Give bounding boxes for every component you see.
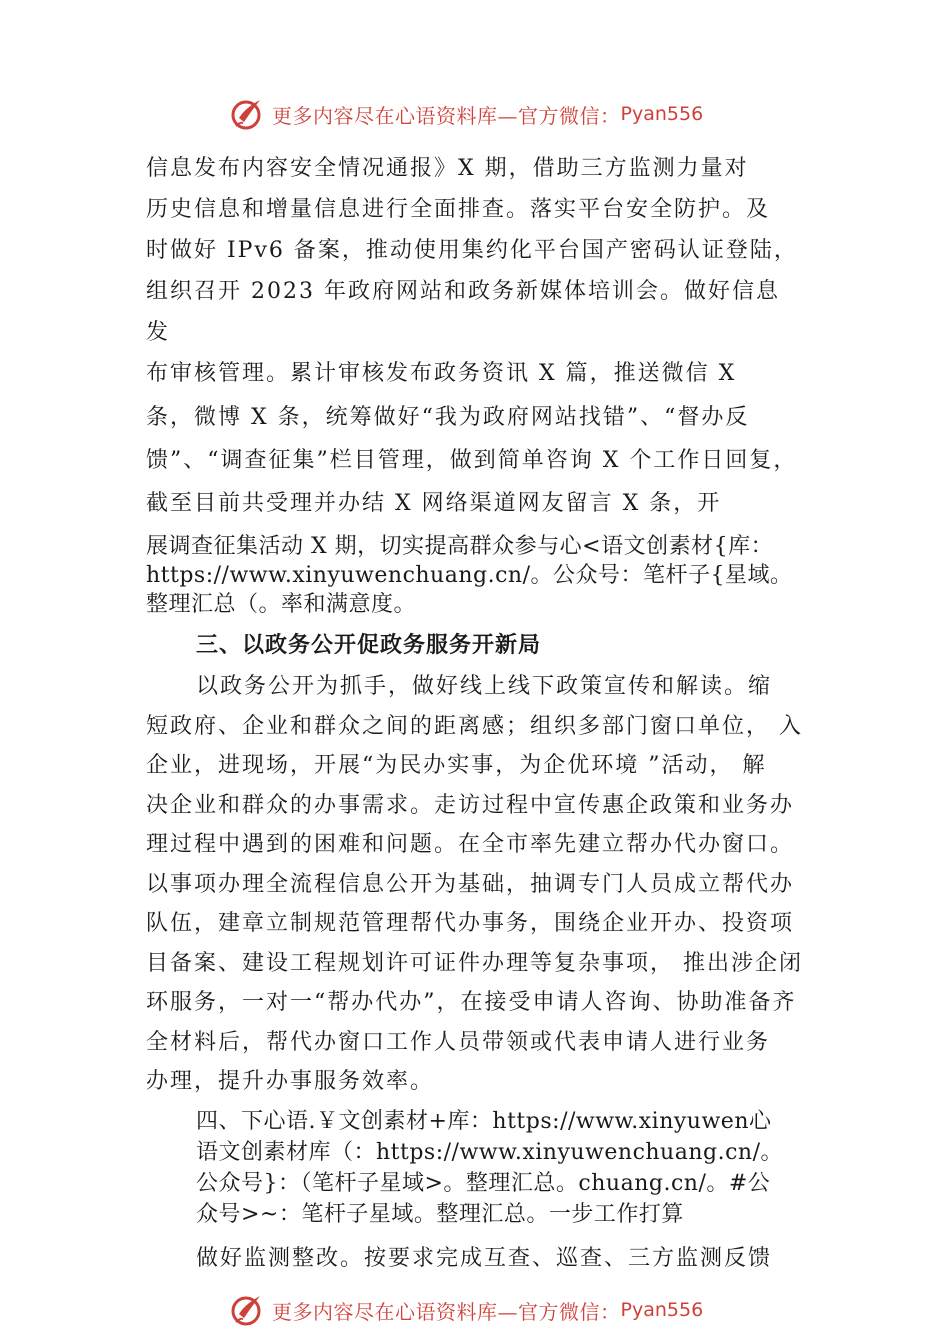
text-line: 以事项办理全流程信息公开为基础，抽调专门人员成立帮代办 <box>146 872 795 897</box>
text-line: 整理汇总（。率和满意度。 <box>146 592 417 617</box>
text-line: 展调查征集活动 X 期，切实提高群众参与心<语文创素材{库： <box>146 534 774 559</box>
text-line: 布审核管理。累计审核发布政务资讯 X 篇，推送微信 X <box>146 361 737 386</box>
text-line: 历史信息和增量信息进行全面排查。落实平台安全防护。及 <box>146 197 771 222</box>
text-line: https://www.xinyuwenchuang.cn/。公众号：笔杆子{星域。 <box>146 563 793 588</box>
text-line: 决企业和群众的办事需求。走访过程中宣传惠企政策和业务办 <box>146 793 795 818</box>
text-line: 环服务，一对一“帮办代办”，在接受申请人咨询、协助准备齐 <box>146 990 797 1015</box>
header-banner <box>230 94 750 134</box>
text-line: 信息发布内容安全情况通报》X 期，借助三方监测力量对 <box>146 156 749 181</box>
text-line: 组织召开 2023 年政府网站和政务新媒体培训会。做好信息 <box>146 279 780 304</box>
section-heading: 三、以政务公开促政务服务开新局 <box>196 633 542 658</box>
text-line: 截至目前共受理并办结 X 网络渠道网友留言 X 条，开 <box>146 491 722 516</box>
banner-text: 更多内容尽在心语资料库—官方微信： <box>272 103 621 128</box>
banner-account: Pyan556 <box>620 1299 704 1321</box>
text-line: 馈”、“调查征集”栏目管理，做到简单咨询 X 个工作日回复， <box>146 448 798 473</box>
brush-logo-icon <box>230 1292 266 1328</box>
text-line: 以政务公开为抓手，做好线上线下政策宣传和解读。缩 <box>196 674 773 699</box>
text-line: 理过程中遇到的困难和问题。在全市率先建立帮办代办窗口。 <box>146 832 795 857</box>
banner-account: Pyan556 <box>620 103 704 125</box>
text-line: 时做好 IPv6 备案，推动使用集约化平台国产密码认证登陆， <box>146 238 798 263</box>
text-line: 队伍，建章立制规范管理帮代办事务，围绕企业开办、投资项 <box>146 911 795 936</box>
text-line: 目备案、建设工程规划许可证件办理等复杂事项， 推出涉企闭 <box>146 951 803 976</box>
brush-logo-icon <box>230 96 266 132</box>
banner-text: 更多内容尽在心语资料库—官方微信： <box>272 1299 621 1324</box>
text-line: 做好监测整改。按要求完成互查、巡查、三方监测反馈 <box>196 1246 773 1271</box>
text-line: 企业，进现场，开展“为民办实事，为企优环境 ”活动， 解 <box>146 753 767 778</box>
footer-banner <box>230 1290 750 1330</box>
text-line: 短政府、企业和群众之间的距离感；组织多部门窗口单位， 入 <box>146 714 803 739</box>
text-line: 办理，提升办事服务效率。 <box>146 1069 435 1094</box>
text-line: 条，微博 X 条，统筹做好“我为政府网站找错”、“督办反 <box>146 405 750 430</box>
text-line: 公众号}：（笔杆子星域>。整理汇总。chuang.cn/。#公 <box>196 1171 771 1196</box>
text-line: 众号>~：笔杆子星域。整理汇总。一步工作打算 <box>196 1202 684 1227</box>
text-line: 语文创素材库（：https://www.xinyuwenchuang.cn/。 <box>196 1140 783 1165</box>
text-line: 发 <box>146 320 171 345</box>
text-line: 全材料后，帮代办窗口工作人员带领或代表申请人进行业务 <box>146 1030 771 1055</box>
text-line: 四、下心语.￥文创素材+库：https://www.xinyuwen心 <box>196 1109 772 1134</box>
